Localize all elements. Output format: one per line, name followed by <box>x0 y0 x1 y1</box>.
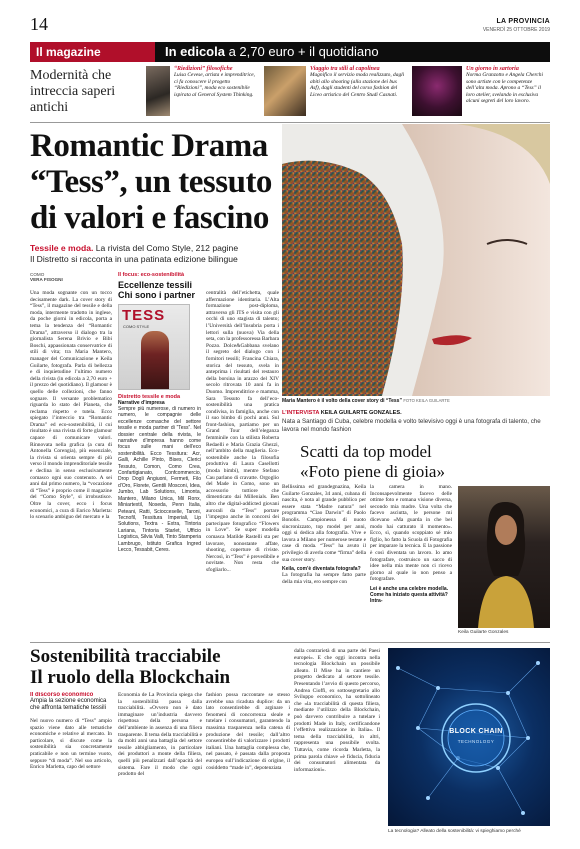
page-header <box>30 12 550 42</box>
interview-question-2: Lei è anche una celebre modella. Come ha iniziato questa attività? Intra- <box>370 585 449 604</box>
blockchain-network-illustration <box>388 648 550 826</box>
sidebar-box <box>118 272 201 638</box>
blockchain-column-4: dalla contrarietà di una parte dei Paesi europei». E che oggi incontra nella tecnologia Blockchain un possibile alleato. Il Mise ha in cantiere un progetto dedicato al settore tessile. Presentando l’avvio di questo percorso, Andrea Cioffi, ex sottosegretario allo Sviluppo economico, ha sottolineato che «la tracciabilità di questa filiera, mediante l’utilizzo della Blockchain, può davvero contribuire a tutelare i prodotti Made in Italy, certificandone l’effettiva realizzazione in Italia». Il tema della tracciabilità, in altri, rappresenta una possibile svolta. Tuttavia, come ricorda Marletta, la prima parola chiave «è fiducia, fiducia dei consumatori alimentata da informazioni». <box>294 648 380 773</box>
headline-line-3: di valori e fascino <box>30 200 269 236</box>
interview-text-1: Bellissima ed grandegnazina, Keila Guilarte Gonzales, 34 anni, cubana di nascita, è nota al grande pubblico per essere stata “Madre natura” nel programma “Ciao Darwin” di Paolo Bonolis. Campionessa di nuoto sincronizzato, top model per anni, oggi si dedica alla fotografia. Vive e lavora a Milano per numerose testate e case di moda. “Tess” ha avuto il privilegio di averla come “firma” della sua cover story. <box>282 484 366 563</box>
main-column-1: Una moda sognante con un tocco decisamente dark. La cover story di “Tess”, il magazine del tessile e della moda, intermente tradotto in inglese, da poche giorni in edicola, porta a tema la tendenza del “Romantic Drama”, attraverso il dialogo tra la giornalista Serena Brivio e Bibi Boschi, appassionata conservatrice di stili di vita; tra Maria Mantero, manager del Comunicazione e Keila Guilarte, fotografa. Parla di bellezza e di inquietudine l’ultimo numero della rivista (in edicola a 2,70 euro + il prezzo del quotidiano). Il glamour è quello delle collezioni, che fanno sognare. Il versante problematico riguarda lo stato del Pianeta, che reclama rispetto e tutela. Ecco spiegato l’intreccio tra “Romantic Drama” ed eco-sostenibilità, il cui risultato è una rivista di forte glamour capace di comunicare valori. Rinnovata nella grafica (a cura di Antonella Corengia), più essenziale, la rivista si orienta sempre di più verso il mondo imprenditoriale tessile e declina in senso esclusivamente comasco ogni suo contenuto. A sei anni dal primo numero, la “vocazione di “Tess” è proprio come il magazine del “Como Style”, si irrobustisce. Oltre la cover, ecco i focus economici, a cura di Enrico Marletta: lo scenario ambiguo del mercato e la <box>30 290 112 521</box>
blockchain-image <box>388 648 550 826</box>
promo-bold: In edicola <box>165 44 225 59</box>
interview-question-1: Keila, com’è diventata fotografa? <box>282 566 361 573</box>
section-bar <box>30 42 550 62</box>
teaser-1 <box>174 66 260 98</box>
interview-name: KEILA GUILARTE GONZALES. <box>320 410 402 416</box>
subhead-bold: Tessile e moda. <box>30 243 94 253</box>
teaser-1-text: Luisa Cevese, artista e imprenditrice, ci fa conoscere il progetto “Riedizioni”, moda eco sostenibile ispirata al General System Thinking. <box>174 72 255 98</box>
keila-photo-illustration <box>458 486 550 628</box>
promo-rest: a 2,70 euro + il quotidiano <box>228 44 379 59</box>
tess-cover-sub: COMO STYLE <box>123 324 150 329</box>
teaser-left-title: Modernità che intreccia saperi antichi <box>30 68 116 115</box>
divider <box>30 122 550 123</box>
divider <box>30 642 550 643</box>
sidebar-kicker: Il focus: eco-sostenibilità <box>118 272 185 278</box>
blockchain-text-1: Nel nuovo numero di “Tess” ampio spazio viene dato alle tematiche economiche e relative al mercato. In particolare, si discute come la sostenibilità sia concretamente praticabile e non un termine vuoto, seppure “di moda”. Nel suo articolo, Enrico Marletta, capo del settore <box>30 718 112 771</box>
blockchain-headline-1: Sostenibilità tracciabile <box>30 646 221 667</box>
interview-headline-1: Scatti da top model <box>300 442 432 461</box>
blockchain-headline-2: Il ruolo della Blockchain <box>30 667 231 688</box>
teaser-1-kicker: “Riedizioni” filosofiche <box>174 66 233 72</box>
teaser-2 <box>310 66 408 98</box>
blockchain-column-2: Economia de La Provincia spiega che la sostenibilità passa dalla tracciabilità. «Ovvero non è dato immaginare un’industria davvero rispettosa della persona e dell’ambiente in assenza di una filiera trasparente. Il tema della tracciabilità e da molti anni una battaglia del settore tessile abbigliamento, in particolare dei produttori a monte della filiera, quelli più penalizzati dall’opacità del sistema. Fare il modo che ogni prodotto del <box>118 692 202 778</box>
teaser-2-text: Magnifico il servizio moda realizzato, dagli abiti allo shooting (alla stazione dei bus Asf), dagli studenti del corso fashion del Liceo artistico del Centro Studi Casnati. <box>310 72 405 98</box>
blockchain-column-1 <box>30 692 112 842</box>
cover-photo <box>282 124 550 396</box>
issue-date: VENERDÌ 25 OTTOBRE 2019 <box>482 27 550 33</box>
interview-column-2 <box>370 484 452 638</box>
promo-text <box>165 42 379 62</box>
subhead-line-2: Il Distretto si racconta in una patinata edizione bilingue <box>30 254 238 264</box>
section-label <box>30 42 155 62</box>
keila-photo <box>458 486 550 628</box>
subhead-line-1: La rivista del Como Style, 212 pagine <box>95 243 239 253</box>
blockchain-image-text-1: BLOCK CHAIN <box>449 728 503 735</box>
teaser-image-2 <box>264 66 306 116</box>
tess-cover <box>118 304 190 390</box>
headline-line-1: Romantic Drama <box>30 128 268 164</box>
sidebar-section-kicker: Narrative d’impresa <box>118 400 165 406</box>
interview-intro: Nata a Santiago di Cuba, celebre modella e volto televisivo oggi è una fotografa di talento, che lavora nel mondo fashion <box>282 418 541 433</box>
interview-kicker: L’INTERVISTA <box>282 410 320 416</box>
blockchain-column-3: fashion possa raccontare se stesso avrebbe una ricaduta duplice: da un lato consentirebbe di arginare i fenomeni di concorrenza sleale e tutelare i consumatori, garantendo la massima trasparenza nella catena di produzione del tessile; dall’altro consentirebbe di valorizzare i prodotti italiani. Una battaglia complessa che, nel passato, è passata dalla proposta europea sull’indicazione di origine, il cosiddetto “made in”, depotenziata <box>206 692 290 771</box>
cover-photo-illustration <box>282 124 550 396</box>
teaser-3-text: Norma Granzotto e Angela Cherchi sono artiste con le competenze dell’alta moda. Aprono a “Tess” il loro atelier, svelando in esclusiva alcuni segreti del loro lavoro. <box>466 72 543 104</box>
photo-caption-text: Maria Mantero è il volto della cover story di “Tess” <box>282 398 402 404</box>
teaser-image-1 <box>146 66 170 116</box>
interview-headline <box>300 442 550 482</box>
tess-cover-figure <box>141 331 169 389</box>
teaser-3-kicker: Un giorno in sartoria <box>466 66 519 72</box>
interview-text-2: la camera in mano. Inconsapevolmente facevo delle ottime foto e romana visione diversa, secondo mia madre. Una volta che facevo asciutta, le persone mi dicevano «Ma guarda in che bel modo hai catturato il momento». Ecco, sì, quando scoppiato sé mio figlio, ho fatto la Scuola di Fotografia per imparare la tecnica. E la passione è così diventata un lavoro. Io amo fotografare, costruisco un sacco di idee nella mia mente non ci ricevo giorno al quale io non penso a fotografare. <box>370 484 452 583</box>
main-column-3: centralità dell’etichetta, quale affermazione identitaria. L’Alta formazione post-diploma, attraverso gli ITS e visita con gli occhi di uno stagista di talento; l’Università dell’Insubria porta i lettori sulla (nuova) Via della seta, con la professoressa Barbara Pozzo. Dolce&Gabbana svelano il segreto del dialogo con i fornitori tessili; Francina Chiara, storica del tessuto, svela in anteprima i risultati del restauro della borsina in arazzo del XIV secolo ritrovata 10 anni fa in Duomo. Imprenditrice e mamma, Sara Tessuto fa dell’eco-sostenibilità una pratica condivisa, in famiglia, anche con il suo bimbo di pochi anni. Sul front-fashion, partiamo per un Grand Tour dell’eleganza femminile con la stilista Roberta Redaelli e Maria Grazia Ghezzi, nell’ambito della maglieria. Eco-sostenibile anche la filosofia produttiva di Laura Casellotti (moda bimbi), mentre Stefano Cau parlano di cravatte. Orgoglio del Made in Como, sono un accessorio tuttiore che dimenticato dai Millenials. Ben altro che digital-addicted giovani aurorali da “Tess” portare l’impegno anche in concorsi dei partecipare fotografico “Flowers in Love”. Se super modella comasca Matilde Rastelli sta per lavorare, nonostante affate, shooting, coperture di riviste. Nercosì, in “Tess” è prevedibile e novitate. Non resta che sfogliarlo... <box>206 290 279 573</box>
page-number: 14 <box>30 14 48 34</box>
interview-column-1 <box>282 484 366 638</box>
headline-line-2: “Tess”, un tessuto <box>30 164 272 200</box>
blockchain-kicker: Il discorso economico <box>30 692 94 698</box>
interview-headline-2: «Foto piene di gioia» <box>300 462 445 481</box>
photo-caption <box>282 398 550 404</box>
blockchain-caption: La tecnologia? Alleato della sostenibilità: vi spieghiamo perché <box>388 829 521 834</box>
blockchain-image-text-2: TECHNOLOGY <box>457 739 495 744</box>
byline <box>30 272 110 282</box>
photo-credit: FOTO KEILA GUILARTE <box>403 398 450 403</box>
blockchain-intro: Ampia la sezione economica che affronta tematiche tessili <box>30 698 107 711</box>
tess-cover-logo: TESS <box>122 307 166 324</box>
teaser-2-kicker: Viaggio tra stili al capolinea <box>310 66 380 72</box>
sidebar-text: Sempre più numerose, di numero in numero, le compagnie delle eccellenze comasche del settore tessile e moda partner di “Tess”. Nel dossier centrale della rivista, le narrative d’impresa hanno come focus sulle mani dell’eco sostenibilità. Ecco Tessitura: Acr, Galli, Achille Pinto, Bises, Clerici Tessuto, Comon, Como Crea, Confartigianato, Confcommercio, Drop Dogli Angiuoni, Fermeti, Filo d’Oro, Florete, Gentili Mosconi, Idea, Jumbo, Lab Solutions, Limonta, Mantero, Milano Unica, Mil Ronx, Miniartextil, Noseda, Penn Italia, Peteani, Ratti, Sciocceselle, Taroni, Tecnofil, Tessitura Imperiali, Lip Solutions, Textra - Extra, Tintoria Lariana, Tintoria Starlet, Ufficio Logistica, Silvia Valli, Tinto Stamperia Lambrugo, Istituto Grafica Ingred Lecco, Tessabit, Ceres. <box>118 406 201 553</box>
sidebar-section-title: Distretto tessile e moda <box>118 394 181 400</box>
teaser-image-3 <box>412 66 462 116</box>
keila-photo-caption: Keila Guilarte Gonzales <box>458 630 509 635</box>
byline-city: COMO <box>30 272 45 277</box>
section-label-text: Il magazine <box>36 45 101 59</box>
sidebar-title: Eccellenze tessili Chi sono i partner <box>118 280 196 300</box>
interview-kicker-line <box>282 410 550 416</box>
teaser-3 <box>466 66 550 105</box>
byline-author: VERA FISOGNI <box>30 277 63 282</box>
interview-answer-1: La fotografia ha sempre fatto parte della mia vita, ero sempre con <box>282 572 366 585</box>
newspaper-brand: LA PROVINCIA <box>496 18 550 25</box>
